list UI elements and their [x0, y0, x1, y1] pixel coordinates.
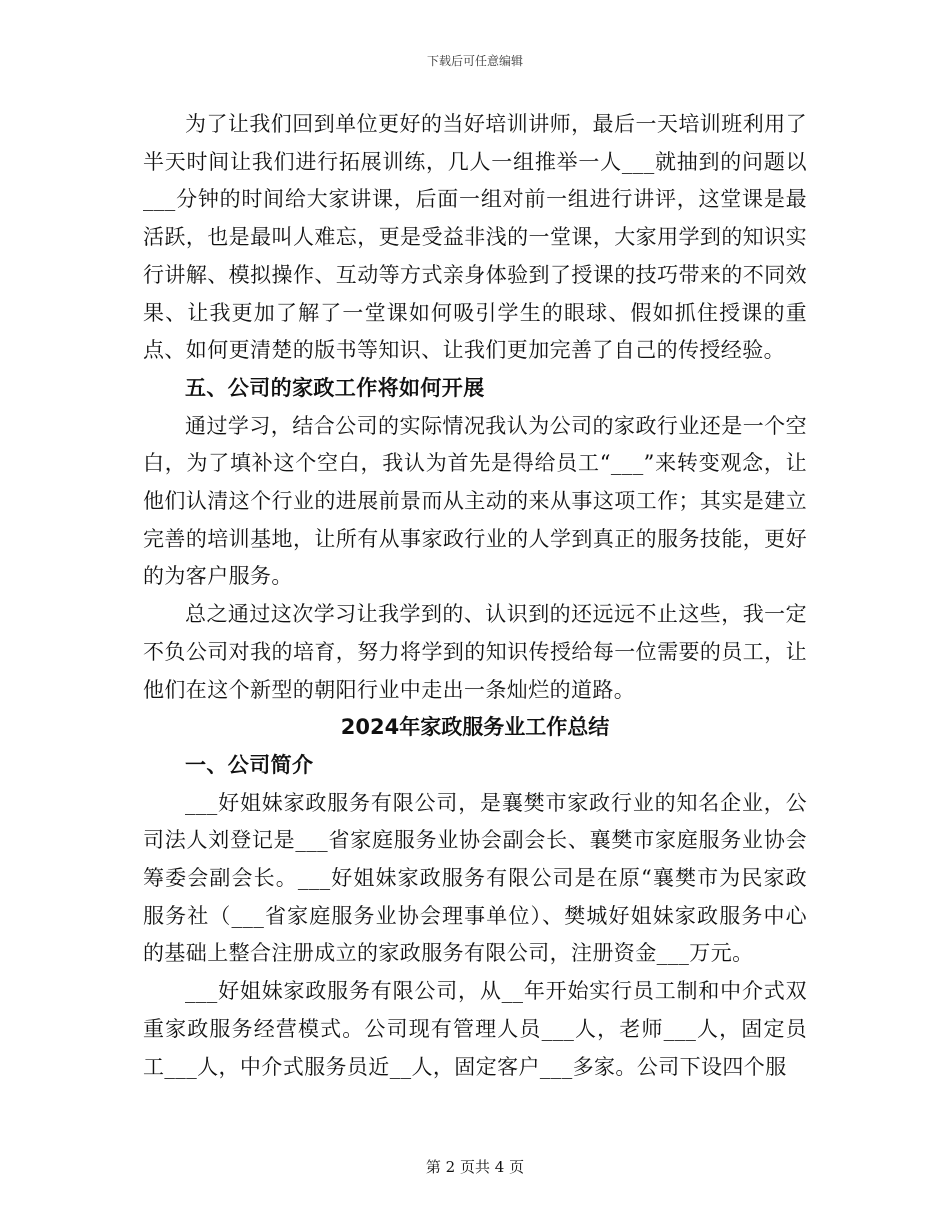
section-heading-5: 五、公司的家政工作将如何开展 — [185, 375, 485, 400]
paragraph-training: 为了让我们回到单位更好的当好培训讲师，最后一天培训班利用了半天时间让我们进行拓展训练，几人一组推举一人___就抽到的问题以___分钟的时间给大家讲课，后面一组对前一组进行讲评，这堂课是最活跃，也是最叫人难忘，更是受益非浅的一堂课，大家用学到的知识实行讲解、模拟操作、互动等方式亲身体验到了授课的技巧带来的不同效果、让我更加了解了一堂课如何吸引学生的眼球、假如抓住授课的重点、如何更清楚的版书等知识、让我们更加完善了自己的传授经验。 — [143, 112, 807, 363]
document-body — [143, 106, 807, 1086]
paragraph-conclusion: 总之通过这次学习让我学到的、认识到的还远远不止这些，我一定不负公司对我的培育，努力将学到的知识传授给每一位需要的员工，让他们在这个新型的朝阳行业中走出一条灿烂的道路。 — [143, 602, 807, 702]
paragraph-company-staff: ___好姐妹家政服务有限公司，从__年开始实行员工制和中介式双重家政服务经营模式。公司现有管理人员___人，老师___人，固定员工___人，中介式服务员近__人，固定客户___多家。公司下设四个服 — [143, 979, 807, 1079]
page-header-note: 下载后可任意编辑 — [426, 54, 523, 68]
paragraph-company-intro: ___好姐妹家政服务有限公司，是襄樊市家政行业的知名企业，公司法人刘登记是___省家庭服务业协会副会长、襄樊市家庭服务业协会筹委会副会长。___好姐妹家政服务有限公司是在原“襄樊市为民家政服务社（___省家庭服务业协会理事单位）、樊城好姐妹家政服务中心的基础上整合注册成立的家政服务有限公司，注册资金___万元。 — [143, 790, 807, 966]
document-title: 2024年家政服务业工作总结 — [340, 715, 610, 740]
paragraph-plan: 通过学习，结合公司的实际情况我认为公司的家政行业还是一个空白，为了填补这个空白，我认为首先是得给员工“___”来转变观念，让他们认清这个行业的进展前景而从主动的来从事这项工作；其实是建立完善的培训基地，让所有从事家政行业的人学到真正的服务技能，更好的为客户服务。 — [143, 413, 807, 589]
page-footer: 第 2 页共 4 页 — [425, 1158, 525, 1176]
section-heading-1: 一、公司简介 — [185, 752, 314, 777]
